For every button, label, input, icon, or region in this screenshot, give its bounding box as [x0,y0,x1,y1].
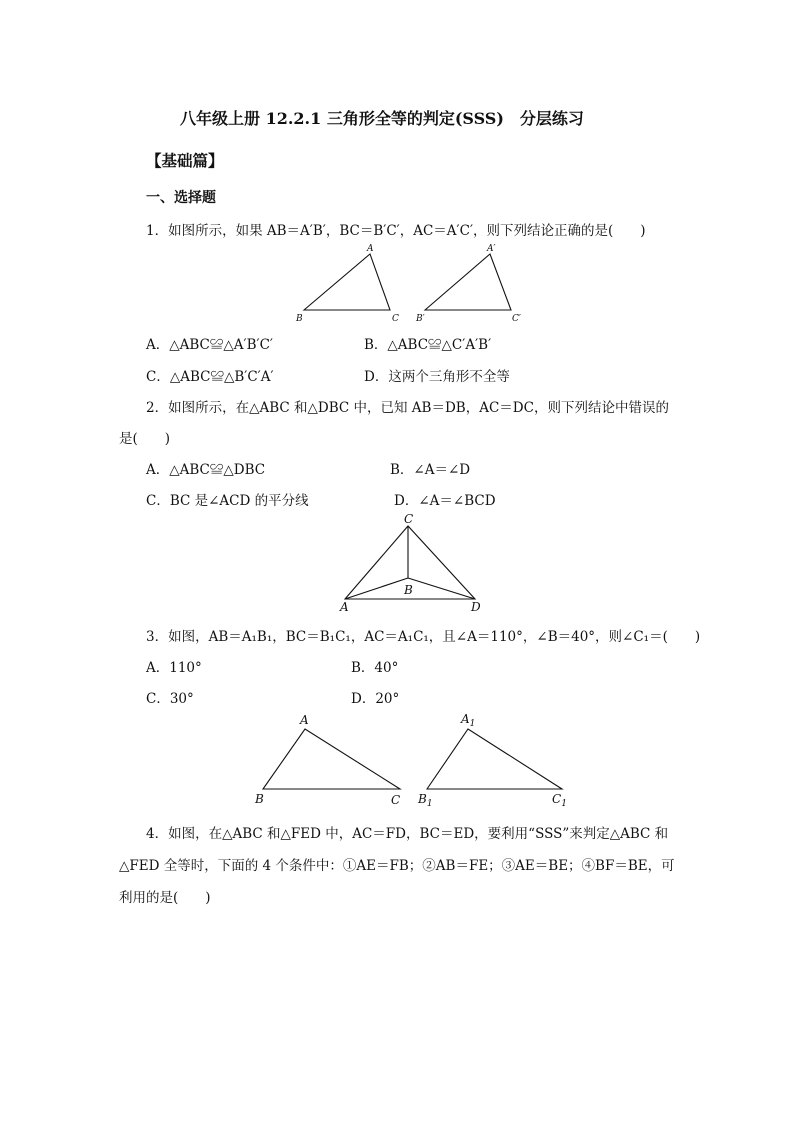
q2-label-b: B [404,583,413,597]
q1-option-b: B．△ABC≌△C′A′B′ [364,337,492,353]
q1-triangle-abc [304,254,390,310]
q1-option-d: D．这两个三角形不全等 [364,369,510,385]
q3-label-b1: $B_1$ [418,792,433,809]
q1-label-a-prime: A′ [487,244,496,254]
q1-label-b: B [296,314,303,324]
q3-triangle-a1b1c1 [427,729,562,789]
q4-stem-line3: 利用的是( ) [119,890,211,906]
q3-option-c: C．30° [146,691,194,707]
q3-label-c1: $C_1$ [552,792,567,809]
q2-label-d: D [471,600,481,614]
q1-option-c: C．△ABC≌△B′C′A′ [146,369,274,385]
q1-option-a: A．△ABC≌△A′B′C′ [146,337,273,353]
q3-option-b: B．40° [351,660,399,676]
subsection-heading: 一、选择题 [146,190,216,206]
q1-figure [290,240,530,325]
section-heading: 【基础篇】 [146,151,224,170]
q3-option-a: A．110° [146,660,202,676]
q2-option-c: C．BC 是∠ACD 的平分线 [146,493,309,509]
q3-option-d: D．20° [351,691,400,707]
q1-stem: 1．如图所示，如果 AB＝A′B′，BC＝B′C′，AC＝A′C′，则下列结论正确的是( ) [146,223,646,239]
q2-option-b: B．∠A＝∠D [390,462,471,478]
q1-label-a: A [367,244,374,254]
q3-triangle-abc [263,729,400,789]
q3-label-b: B [255,792,264,806]
q3-label-a1: $A_1$ [461,712,476,729]
q2-stem-line2: 是( ) [119,431,171,447]
q1-triangle-a2b2c2 [425,254,511,310]
q4-stem-line1: 4．如图，在△ABC 和△FED 中，AC＝FD，BC＝ED，要利用“SSS”来判定△ABC 和 [146,826,669,842]
q1-label-c-prime: C′ [512,314,521,324]
q2-option-a: A．△ABC≌△DBC [146,462,266,478]
q4-stem-line2: △FED 全等时，下面的 4 个条件中：①AE＝FB；②AB＝FE；③AE＝BE；④BF＝BE，可 [119,858,675,874]
q3-figure [250,710,580,810]
page-title: 八年级上册 12.2.1 三角形全等的判定(SSS) 分层练习 [180,109,584,128]
q2-label-a: A [340,600,349,614]
q1-label-c: C [392,314,399,324]
q2-option-d: D．∠A＝∠BCD [394,493,496,509]
q1-label-b-prime: B′ [416,314,425,324]
q2-stem-line1: 2．如图所示，在△ABC 和△DBC 中，已知 AB＝DB，AC＝DC，则下列结论中错误的 [146,400,669,416]
q3-label-c: C [391,793,401,807]
q3-stem: 3．如图，AB＝A₁B₁，BC＝B₁C₁，AC＝A₁C₁，且∠A＝110°，∠B＝40°，则∠C₁＝( ) [146,629,701,645]
q2-figure [330,510,490,615]
q2-label-c: C [404,512,414,526]
q3-label-a: A [300,713,309,727]
